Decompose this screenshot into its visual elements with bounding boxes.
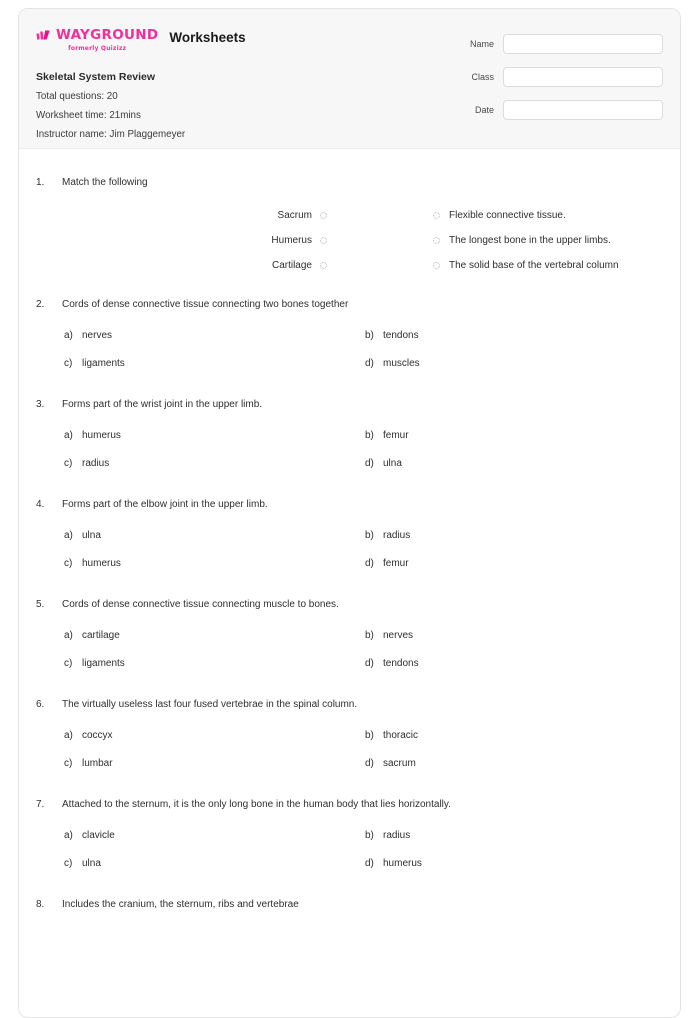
option-key: b) [365, 630, 374, 641]
option-text: ligaments [82, 358, 125, 369]
question-8 [19, 897, 680, 912]
match-connector-dot-icon[interactable] [320, 237, 327, 244]
option-d[interactable] [365, 357, 663, 371]
question-header [36, 897, 663, 912]
question-number: 5. [36, 599, 45, 610]
option-a[interactable] [64, 829, 365, 843]
brand-wordmark: WAYGROUND [56, 27, 159, 43]
brand-mark [36, 29, 158, 43]
field-row-date [437, 100, 663, 120]
option-text: ulna [82, 530, 101, 541]
option-key: a) [64, 830, 73, 841]
name-input[interactable] [503, 34, 663, 54]
instructor-name: Instructor name: Jim Plaggemeyer [36, 129, 186, 140]
option-d[interactable] [365, 557, 663, 571]
option-text: ulna [383, 458, 402, 469]
match-left-label: Humerus [271, 235, 312, 246]
question-4 [19, 497, 680, 571]
match-right-item[interactable] [433, 235, 663, 246]
option-a[interactable] [64, 529, 365, 543]
option-b[interactable] [365, 429, 663, 443]
option-key: d) [365, 458, 374, 469]
question-header [36, 175, 663, 190]
question-header [36, 697, 663, 712]
option-text: nerves [383, 630, 414, 641]
option-key: b) [365, 530, 374, 541]
option-key: c) [64, 758, 73, 769]
option-c[interactable] [64, 357, 365, 371]
option-text: ligaments [82, 658, 125, 669]
option-key: a) [64, 730, 73, 741]
option-text: ulna [82, 858, 101, 869]
option-key: d) [365, 358, 374, 369]
student-fields [437, 34, 663, 133]
option-text: clavicle [82, 830, 115, 841]
option-b[interactable] [365, 529, 663, 543]
questions-list [19, 149, 680, 912]
question-1 [19, 175, 680, 271]
option-key: a) [64, 630, 73, 641]
option-text: tendons [383, 330, 419, 341]
option-text: lumbar [82, 758, 113, 769]
match-left-label: Cartilage [271, 260, 312, 271]
worksheets-label: Worksheets [169, 30, 246, 45]
option-text: muscles [383, 358, 420, 369]
option-d[interactable] [365, 457, 663, 471]
question-number: 4. [36, 499, 45, 510]
worksheet-header [19, 9, 680, 149]
match-right-label: The longest bone in the upper limbs. [449, 235, 611, 246]
class-input[interactable] [503, 67, 663, 87]
option-key: a) [64, 330, 73, 341]
option-key: a) [64, 430, 73, 441]
option-text: coccyx [82, 730, 113, 741]
question-header [36, 797, 663, 812]
worksheet-page [18, 8, 681, 1018]
option-b[interactable] [365, 629, 663, 643]
option-c[interactable] [64, 557, 365, 571]
option-text: thoracic [383, 730, 419, 741]
option-key: b) [365, 430, 374, 441]
match-right-label: Flexible connective tissue. [449, 210, 566, 221]
question-text: Forms part of the elbow joint in the upper limb. [62, 499, 268, 510]
match-right-item[interactable] [433, 260, 663, 271]
option-text: radius [383, 530, 411, 541]
question-header [36, 397, 663, 412]
option-key: c) [64, 558, 73, 569]
question-2 [19, 297, 680, 371]
question-header [36, 297, 663, 312]
brand-row [36, 29, 246, 52]
option-a[interactable] [64, 329, 365, 343]
match-left-label: Sacrum [277, 210, 312, 221]
option-key: d) [365, 558, 374, 569]
match-connector-dot-icon[interactable] [433, 237, 440, 244]
option-text: humerus [82, 558, 121, 569]
match-connector-dot-icon[interactable] [433, 212, 440, 219]
question-number: 7. [36, 799, 45, 810]
option-text: tendons [383, 658, 419, 669]
option-text: humerus [383, 858, 422, 869]
option-b[interactable] [365, 329, 663, 343]
option-grid [64, 529, 663, 571]
wayground-bars-icon [36, 30, 53, 42]
match-right-item[interactable] [433, 210, 663, 221]
question-number: 6. [36, 699, 45, 710]
question-3 [19, 397, 680, 471]
question-text: Cords of dense connective tissue connecting muscle to bones. [62, 599, 339, 610]
option-key: b) [365, 730, 374, 741]
match-right-label: The solid base of the vertebral column [449, 260, 619, 271]
question-text: Forms part of the wrist joint in the upper limb. [62, 399, 263, 410]
option-key: c) [64, 658, 73, 669]
option-d[interactable] [365, 857, 663, 871]
option-text: femur [383, 558, 409, 569]
question-text: The virtually useless last four fused vertebrae in the spinal column. [62, 699, 358, 710]
worksheet-time: Worksheet time: 21mins [36, 110, 141, 121]
question-number: 2. [36, 299, 45, 310]
match-left-item[interactable] [36, 260, 327, 271]
option-text: radius [82, 458, 110, 469]
match-connector-dot-icon[interactable] [320, 262, 327, 269]
question-text: Cords of dense connective tissue connecting two bones together [62, 299, 349, 310]
question-text: Includes the cranium, the sternum, ribs and vertebrae [62, 899, 299, 910]
option-a[interactable] [64, 729, 365, 743]
option-b[interactable] [365, 729, 663, 743]
option-key: d) [365, 858, 374, 869]
match-grid [36, 210, 663, 271]
question-header [36, 597, 663, 612]
option-grid [64, 329, 663, 371]
question-7 [19, 797, 680, 871]
question-5 [19, 597, 680, 671]
option-key: c) [64, 858, 73, 869]
worksheet-title: Skeletal System Review [36, 71, 156, 83]
option-c[interactable] [64, 857, 365, 871]
match-left-item[interactable] [36, 235, 327, 246]
question-6 [19, 697, 680, 771]
option-key: b) [365, 330, 374, 341]
option-grid [64, 429, 663, 471]
field-label-name: Name [469, 39, 494, 49]
option-c[interactable] [64, 757, 365, 771]
match-connector-dot-icon[interactable] [433, 262, 440, 269]
option-text: cartilage [82, 630, 120, 641]
brand-lockup [36, 29, 158, 52]
option-a[interactable] [64, 429, 365, 443]
option-text: humerus [82, 430, 121, 441]
worksheet-meta [36, 71, 185, 148]
option-key: d) [365, 658, 374, 669]
question-number: 1. [36, 177, 45, 188]
option-grid [64, 829, 663, 871]
date-input[interactable] [503, 100, 663, 120]
option-grid [64, 729, 663, 771]
option-grid [64, 629, 663, 671]
option-key: c) [64, 458, 73, 469]
field-label-date: Date [474, 105, 494, 115]
question-number: 3. [36, 399, 45, 410]
option-key: a) [64, 530, 73, 541]
option-text: nerves [82, 330, 113, 341]
question-text: Attached to the sternum, it is the only long bone in the human body that lies horizontally. [62, 799, 451, 810]
option-d[interactable] [365, 657, 663, 671]
option-a[interactable] [64, 629, 365, 643]
option-text: sacrum [383, 758, 416, 769]
match-left-item[interactable] [36, 210, 327, 221]
question-text: Match the following [62, 177, 148, 188]
question-number: 8. [36, 899, 45, 910]
field-label-class: Class [471, 72, 494, 82]
option-key: c) [64, 358, 73, 369]
question-header [36, 497, 663, 512]
option-c[interactable] [64, 657, 365, 671]
brand-subtitle: formerly Quizizz [68, 44, 127, 52]
field-row-name [437, 34, 663, 54]
field-row-class [437, 67, 663, 87]
option-b[interactable] [365, 829, 663, 843]
option-key: b) [365, 830, 374, 841]
option-c[interactable] [64, 457, 365, 471]
option-text: radius [383, 830, 411, 841]
match-connector-dot-icon[interactable] [320, 212, 327, 219]
option-key: d) [365, 758, 374, 769]
option-text: femur [383, 430, 409, 441]
total-questions: Total questions: 20 [36, 91, 118, 102]
option-d[interactable] [365, 757, 663, 771]
